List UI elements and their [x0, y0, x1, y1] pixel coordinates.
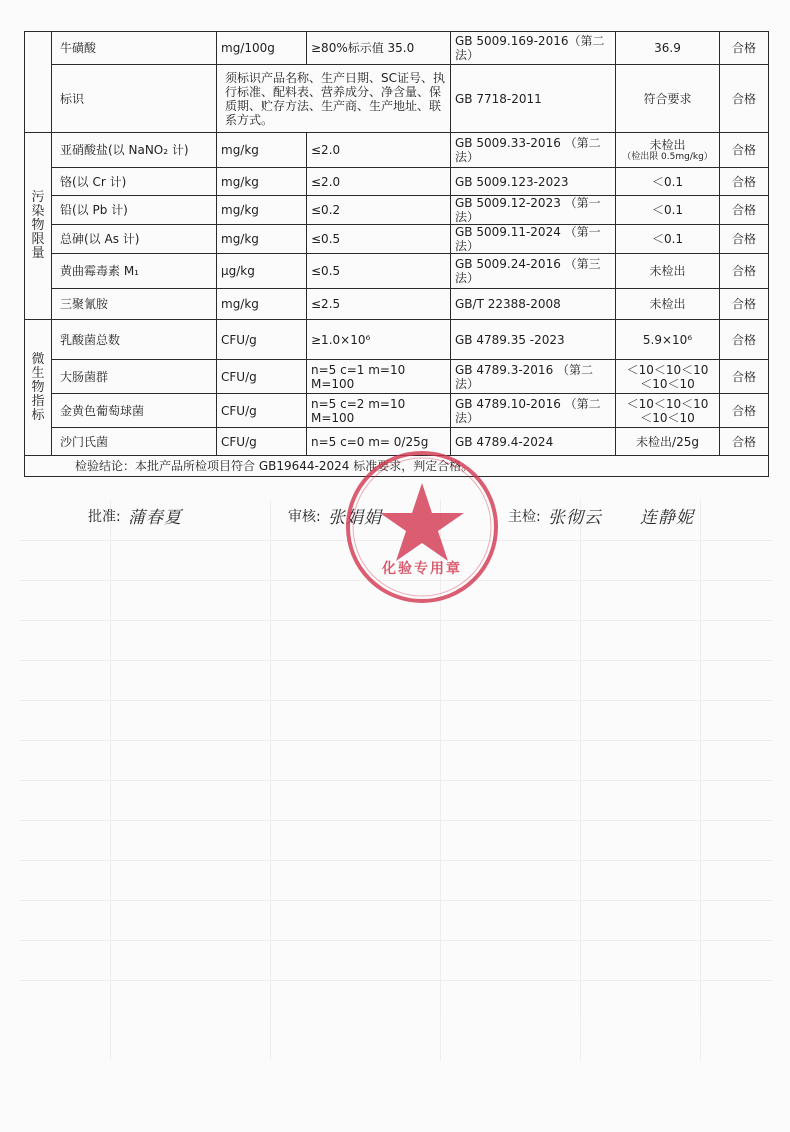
- verdict: 合格: [720, 196, 769, 225]
- result: ＜0.1: [616, 196, 720, 225]
- verdict: 合格: [720, 133, 769, 168]
- unit: CFU/g: [217, 320, 307, 360]
- requirement: ≥1.0×10⁶: [307, 320, 451, 360]
- requirement: n=5 c=1 m=10 M=100: [307, 360, 451, 394]
- requirement: ≤2.0: [307, 133, 451, 168]
- requirement: ≥80%标示值 35.0: [307, 32, 451, 65]
- method: GB/T 22388-2008: [451, 289, 616, 320]
- stamp-star-icon: [380, 483, 464, 561]
- method: GB 5009.12-2023 （第一法）: [451, 196, 616, 225]
- unit: CFU/g: [217, 394, 307, 428]
- item-name: 铬(以 Cr 计): [52, 168, 217, 196]
- conclusion: 检验结论：本批产品所检项目符合 GB19644-2024 标准要求，判定合格。: [25, 456, 769, 477]
- item-name: 沙门氏菌: [52, 428, 217, 456]
- method: GB 5009.11-2024 （第一法）: [451, 225, 616, 254]
- table-row: [25, 168, 769, 196]
- verdict: 合格: [720, 225, 769, 254]
- requirement: ≤0.2: [307, 196, 451, 225]
- result: ＜0.1: [616, 168, 720, 196]
- method: GB 4789.3-2016 （第二法）: [451, 360, 616, 394]
- table-row: [25, 320, 769, 360]
- table-row: [25, 289, 769, 320]
- official-stamp: [342, 447, 502, 607]
- inspection-results-table: [24, 31, 769, 477]
- unit: mg/kg: [217, 168, 307, 196]
- verdict: 合格: [720, 289, 769, 320]
- unit: mg/100g: [217, 32, 307, 65]
- verdict: 合格: [720, 168, 769, 196]
- table-row: [25, 32, 769, 65]
- unit: mg/kg: [217, 225, 307, 254]
- verdict: 合格: [720, 65, 769, 133]
- table-row: [25, 133, 769, 168]
- item-name: 总砷(以 As 计): [52, 225, 217, 254]
- unit: mg/kg: [217, 289, 307, 320]
- table-row: [25, 196, 769, 225]
- group-label-pollutants: 污 染 物 限 量: [25, 133, 52, 320]
- unit: CFU/g: [217, 428, 307, 456]
- result: 36.9: [616, 32, 720, 65]
- review-signature: 张娟娟: [328, 508, 382, 528]
- item-name: 金黄色葡萄球菌: [52, 394, 217, 428]
- table-row: [25, 65, 769, 133]
- table-row: [25, 394, 769, 428]
- table-row: [25, 254, 769, 289]
- table-row: [25, 360, 769, 394]
- unit: CFU/g: [217, 360, 307, 394]
- result: 未检出/25g: [616, 428, 720, 456]
- unit: μg/kg: [217, 254, 307, 289]
- requirement: n=5 c=0 m= 0/25g: [307, 428, 451, 456]
- requirement: n=5 c=2 m=10 M=100: [307, 394, 451, 428]
- result: 未检出: [616, 254, 720, 289]
- item-name: 铅(以 Pb 计): [52, 196, 217, 225]
- method: GB 7718-2011: [451, 65, 616, 133]
- method: GB 5009.24-2016 （第三法）: [451, 254, 616, 289]
- inspect-signature-2: 连静妮: [640, 508, 694, 528]
- method: GB 4789.10-2016 （第二法）: [451, 394, 616, 428]
- method: GB 4789.4-2024: [451, 428, 616, 456]
- label-requirements: 须标识产品名称、生产日期、SC证号、执行标准、配料表、营养成分、净含量、保质期、贮存方法、生产商、生产地址、联系方式。: [217, 65, 451, 133]
- approve-label: 批准:: [88, 509, 121, 525]
- item-name: 乳酸菌总数: [52, 320, 217, 360]
- result: ＜0.1: [616, 225, 720, 254]
- result: 未检出 （检出限 0.5mg/kg）: [616, 133, 720, 168]
- inspect-signature-1: 张彻云: [548, 508, 602, 528]
- result: ＜10＜10＜10 ＜10＜10: [616, 394, 720, 428]
- method: GB 5009.123-2023: [451, 168, 616, 196]
- verdict: 合格: [720, 32, 769, 65]
- unit: mg/kg: [217, 196, 307, 225]
- method: GB 5009.169-2016（第二法）: [451, 32, 616, 65]
- verdict: 合格: [720, 360, 769, 394]
- approve-signature: 蒲春夏: [128, 508, 182, 528]
- result: 未检出: [616, 289, 720, 320]
- review-label: 审核:: [288, 509, 321, 525]
- group-cell-empty: [25, 32, 52, 133]
- result: 符合要求: [616, 65, 720, 133]
- result: ＜10＜10＜10 ＜10＜10: [616, 360, 720, 394]
- item-name: 三聚氰胺: [52, 289, 217, 320]
- requirement: ≤2.5: [307, 289, 451, 320]
- method: GB 4789.35 -2023: [451, 320, 616, 360]
- item-name: 大肠菌群: [52, 360, 217, 394]
- requirement: ≤0.5: [307, 225, 451, 254]
- verdict: 合格: [720, 254, 769, 289]
- item-name: 牛磺酸: [52, 32, 217, 65]
- verdict: 合格: [720, 428, 769, 456]
- stamp-label: 化验专用章: [382, 561, 462, 577]
- group-label-microbial: 微 生 物 指 标: [25, 320, 52, 456]
- verdict: 合格: [720, 394, 769, 428]
- unit: mg/kg: [217, 133, 307, 168]
- result: 5.9×10⁶: [616, 320, 720, 360]
- item-name: 标识: [52, 65, 217, 133]
- requirement: ≤2.0: [307, 168, 451, 196]
- item-name: 亚硝酸盐(以 NaNO₂ 计): [52, 133, 217, 168]
- method: GB 5009.33-2016 （第二法）: [451, 133, 616, 168]
- inspect-label: 主检:: [508, 509, 541, 525]
- detection-limit-note: （检出限 0.5mg/kg）: [622, 151, 713, 162]
- requirement: ≤0.5: [307, 254, 451, 289]
- item-name: 黄曲霉毒素 M₁: [52, 254, 217, 289]
- table-row: [25, 225, 769, 254]
- verdict: 合格: [720, 320, 769, 360]
